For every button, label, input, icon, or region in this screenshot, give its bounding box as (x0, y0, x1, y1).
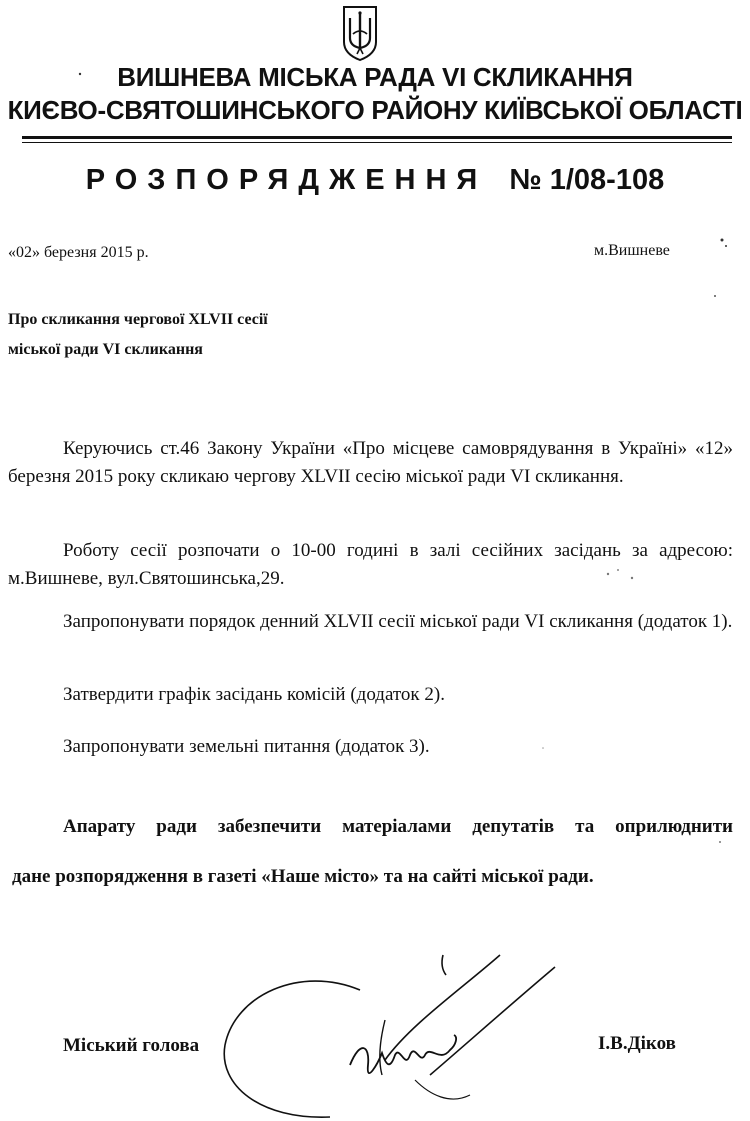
council-name-line2: КИЄВО-СВЯТОШИНСЬКОГО РАЙОНУ КИЇВСЬКОЇ ОБЛАСТІ (7, 95, 743, 125)
instruction-line1: Апарату ради забезпечити матеріалами депутатів та оприлюднити (63, 816, 733, 837)
trident-emblem-icon (341, 4, 379, 62)
paragraph-4: Затвердити графік засідань комісій (додаток 2). (63, 684, 445, 705)
subject-line1: Про скликання чергової XLVII сесії (8, 311, 268, 328)
document-place: м.Вишневе (594, 242, 670, 259)
paragraph-2: Роботу сесії розпочати о 10-00 годині в залі сесійних засідань за адресою: м.Вишневе, вул.Святошинська,29. (8, 540, 733, 589)
handwritten-signature (210, 945, 570, 1121)
instruction-line2: дане розпорядження в газеті «Наше місто» та на сайті міської ради. (12, 866, 594, 887)
paragraph-5: Запропонувати земельні питання (додаток 3). (63, 736, 430, 757)
document-title (0, 164, 750, 197)
subject-line2: міської ради VI скликання (8, 341, 203, 358)
header-divider-thick (22, 136, 732, 139)
document-type: РОЗПОРЯДЖЕННЯ (85, 164, 488, 196)
document-number: № 1/08-108 (509, 164, 665, 196)
paragraph-3: Запропонувати порядок денний XLVII сесії міської ради VI скликання (додаток 1). (63, 611, 733, 632)
document-date: «02» березня 2015 р. (8, 244, 149, 261)
signatory-name: І.В.Діков (598, 1033, 676, 1054)
council-name-line1: ВИШНЕВА МІСЬКА РАДА VI СКЛИКАННЯ (117, 62, 633, 92)
paragraph-1: Керуючись ст.46 Закону України «Про місцеве самоврядування в Україні» «12» березня 2015 року скликаю чергову XLVII сесію міської ради VI скликання. (8, 438, 733, 487)
header-divider-thin (22, 142, 732, 143)
signatory-role: Міський голова (63, 1035, 200, 1056)
